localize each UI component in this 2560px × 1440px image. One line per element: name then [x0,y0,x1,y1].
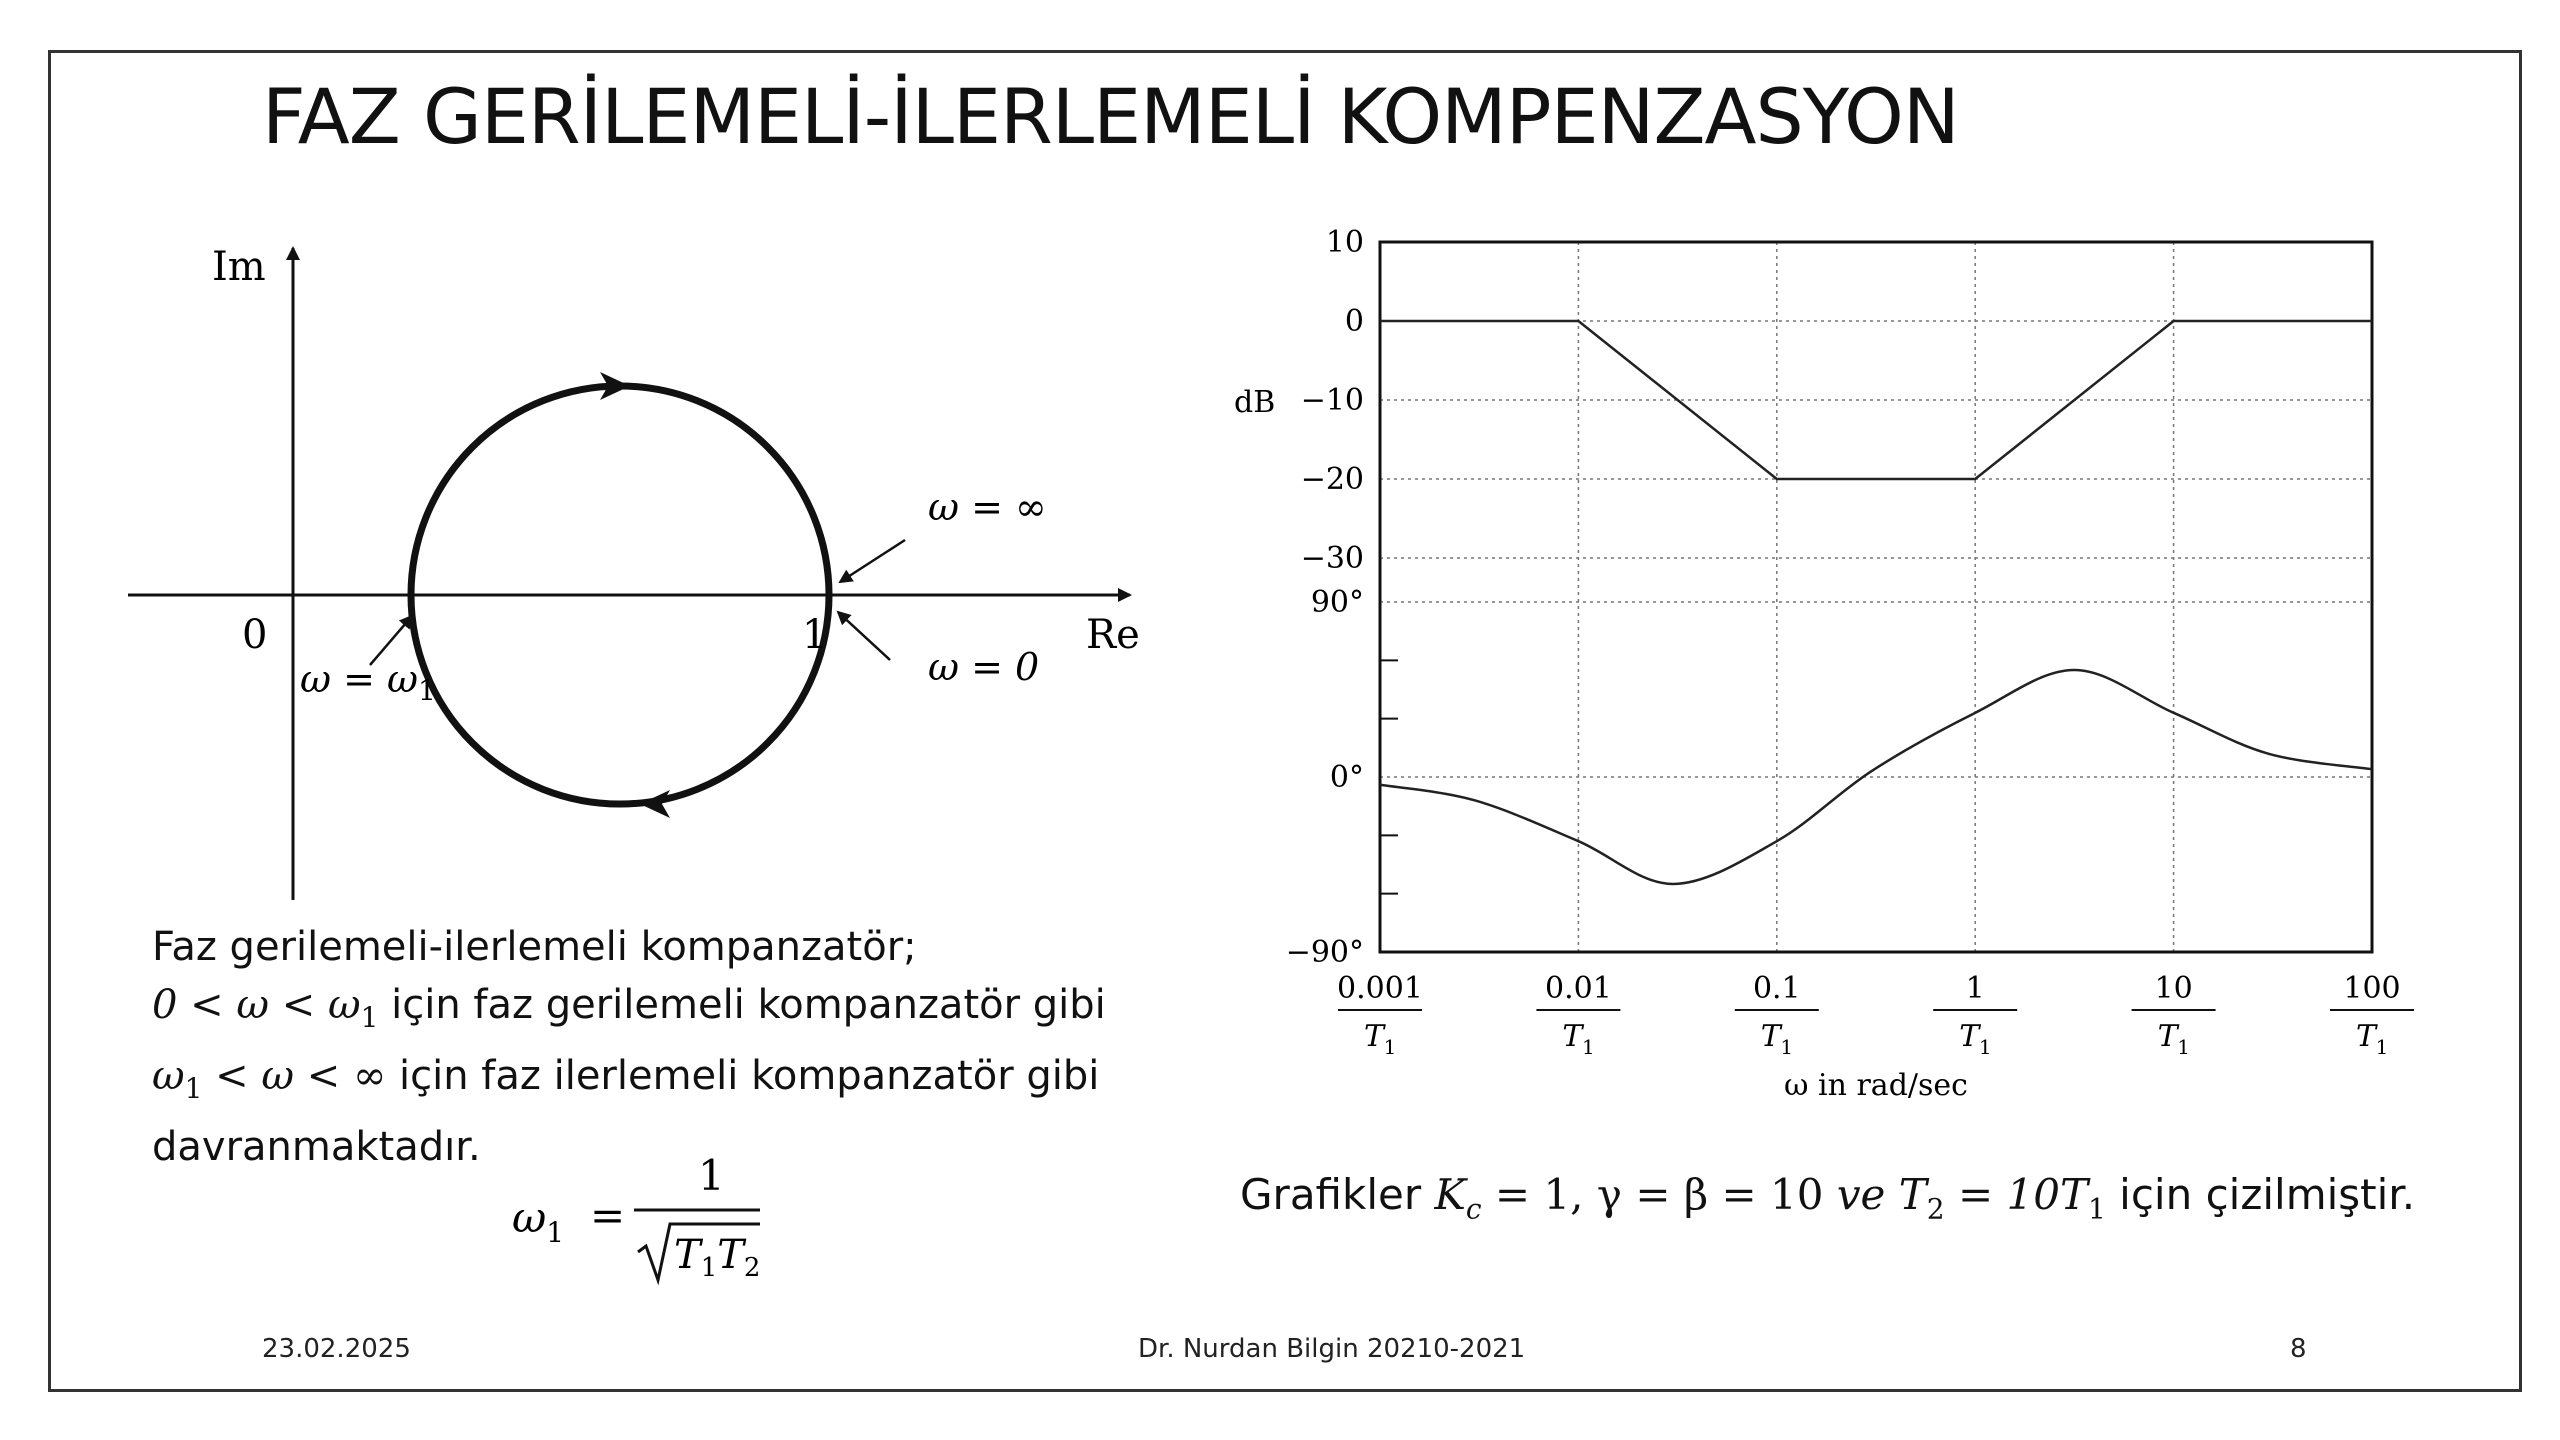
origin-label: 0 [242,612,268,658]
x-tick-label [1337,971,1423,1059]
arrow-bottom-icon [640,790,670,818]
footer-author: Dr. Nurdan Bilgin 20210-2021 [1138,1334,1526,1364]
plot-frame [1380,242,2372,952]
mag-tick-label: 0 [1344,304,1364,339]
omega1-formula [508,1140,808,1290]
svg-text:0.1: 0.1 [1752,971,1801,1006]
desc-line-4: davranmaktadır. [152,1124,481,1170]
phase-tick-label: −90° [1285,935,1364,970]
db-axis-label: dB [1234,385,1276,420]
svg-text:T: T [1959,1019,1980,1054]
x-tick-label [1536,971,1620,1059]
svg-text:1: 1 [1582,1035,1595,1059]
one-label: 1 [802,612,828,658]
svg-text:ω1: $\omega_1$ [512,1193,565,1249]
mag-tick-label: −20 [1300,462,1364,497]
x-tick-label [2330,971,2414,1059]
svg-text:10: 10 [2154,971,2193,1006]
svg-text:T: T [1363,1019,1385,1054]
page-title: FAZ GERİLEMELİ-İLERLEMELİ KOMPENZASYON [262,72,1959,161]
svg-text:0.01: 0.01 [1545,971,1612,1006]
omega-zero-label: ω = 0 [928,645,1040,689]
page-number: 8 [2290,1334,2307,1364]
svg-text:100: 100 [2343,971,2401,1006]
x-tick-label [2132,971,2216,1059]
desc-line-2: $0 < \omega < \omega_1$ için faz gerilemeli kompanzatör gibi [152,982,1106,1034]
svg-text:1: 1 [1978,1035,1992,1059]
polar-plot [100,220,1160,920]
graph-note: Grafikler $K_c = 1$, γ = β = 10 ve $T_2 = 10T_1$ için çizilmiştir. [1240,1170,2416,1226]
svg-text:1: 1 [1383,1035,1397,1059]
footer-date: 23.02.2025 [262,1334,411,1364]
desc-line-3: $\omega_1 < \omega$ < ∞ için faz ilerlemeli kompanzatör gibi [152,1053,1100,1105]
desc-line-1: Faz gerilemeli-ilerlemeli kompanzatör; [152,924,917,970]
mag-tick-label: 10 [1325,225,1364,260]
pointer-inf [840,540,905,582]
phase-tick-label: 90° [1310,585,1364,620]
svg-text:1: 1 [698,1151,725,1200]
svg-text:1: 1 [1965,971,1985,1006]
svg-text:T1T2: $T_1T_2$ [674,1232,761,1283]
svg-text:0.001: 0.001 [1337,971,1423,1006]
svg-text:T: T [1760,1019,1781,1054]
description [152,918,1252,1176]
omega-w1-label: $\omega = \omega_1$ [300,657,436,707]
pointer-zero [838,612,890,660]
phase-grid [1380,602,2372,952]
svg-text:1: 1 [2375,1035,2389,1059]
mag-tick-label: −30 [1300,541,1364,576]
svg-text:1: 1 [2177,1035,2190,1059]
im-label: Im [212,244,266,290]
phase-tick-label: 0° [1329,760,1364,795]
re-label: Re [1086,612,1140,658]
bode-plot [1200,200,2460,1130]
omega-inf-label: ω = ∞ [928,485,1047,529]
magnitude-grid [1380,242,2372,952]
svg-text:=: = [590,1191,626,1240]
svg-text:T: T [2355,1019,2377,1054]
svg-text:1: 1 [1780,1035,1794,1059]
mag-tick-label: −10 [1300,383,1364,418]
x-tick-label [1735,971,1819,1059]
svg-text:T: T [1562,1019,1583,1054]
x-axis-label: ω in rad/sec [1784,1068,1968,1103]
x-tick-label [1933,971,2017,1059]
svg-text:T: T [2157,1019,2178,1054]
